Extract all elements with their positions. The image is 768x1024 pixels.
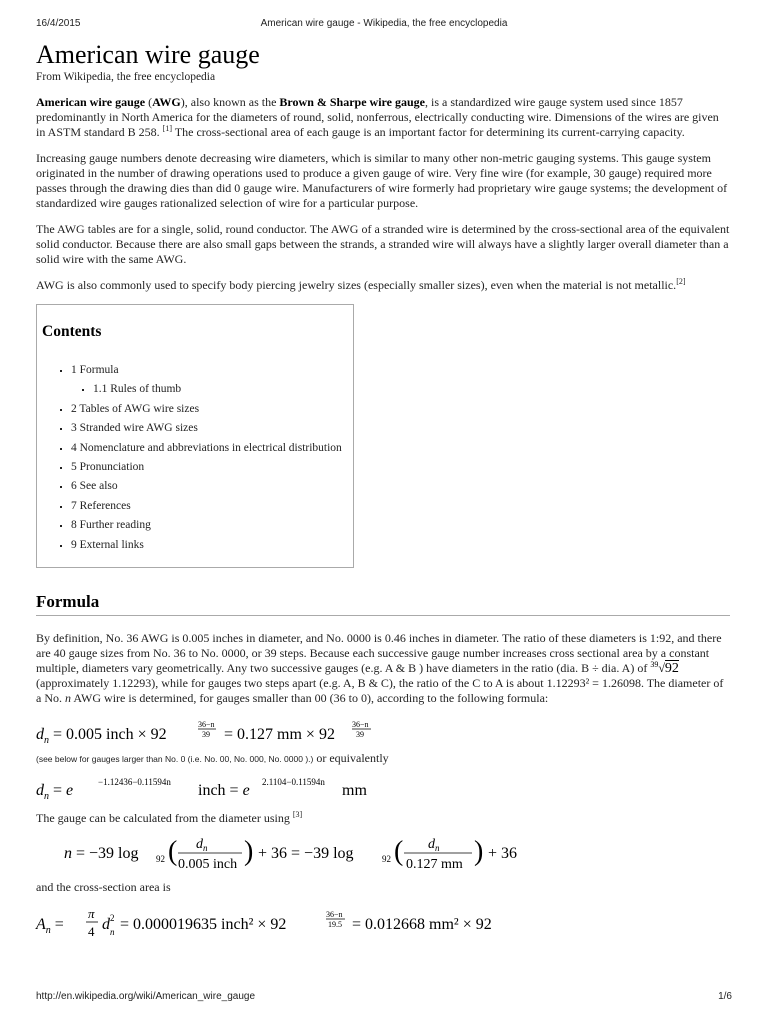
svg-text:−1.12436−0.11594n: −1.12436−0.11594n	[98, 777, 171, 787]
svg-text:d: d	[102, 916, 110, 933]
svg-text:n: n	[110, 927, 115, 937]
diameter-formula-1	[36, 717, 456, 747]
print-title: American wire gauge - Wikipedia, the free encyclopedia	[260, 18, 508, 29]
reference-link-3[interactable]: [3]	[292, 810, 303, 819]
toc-sublist	[71, 380, 342, 399]
svg-text:(: (	[394, 836, 404, 867]
svg-text:92: 92	[156, 854, 165, 864]
equation-diameter-exponential	[36, 775, 730, 801]
svg-text:2: 2	[110, 913, 115, 923]
svg-text:39: 39	[356, 730, 364, 739]
term-brown-sharpe: Brown & Sharpe wire gauge	[279, 95, 425, 109]
term-awg: AWG	[152, 95, 181, 109]
reference-link-1[interactable]: [1]	[162, 124, 172, 133]
article-content	[36, 40, 730, 953]
svg-text:92: 92	[382, 854, 391, 864]
svg-text:36−n: 36−n	[198, 720, 215, 729]
page-subtitle: From Wikipedia, the free encyclopedia	[36, 71, 216, 83]
intro-paragraph-3: The AWG tables are for a single, solid, round conductor. The AWG of a stranded wire is determined by the cross-sectional area of the equivalent solid conductor. Because there are also small gaps between the strands, a stranded wire will always have a slightly larger overall diameter than a solid wire with the same AWG.	[36, 222, 730, 266]
toc-item-formula[interactable]: ▪ 1 Formula ▪ 1.1 Rules of thumb	[71, 361, 342, 400]
svg-text:+ 36: + 36	[488, 845, 518, 862]
svg-text:dn = e: $d_n = e$	[36, 782, 74, 802]
toc-item-see-also[interactable]: ▪ 6 See also	[71, 477, 342, 496]
toc-title: Contents	[42, 323, 102, 340]
equation-gauge-from-diameter	[36, 830, 730, 874]
reference-link-2[interactable]: [2]	[676, 277, 686, 286]
svg-text:36−n: 36−n	[352, 720, 369, 729]
svg-text:): )	[244, 836, 254, 867]
print-url: http://en.wikipedia.org/wiki/American_wire_gauge	[36, 991, 256, 1002]
svg-text:39: 39	[202, 730, 210, 739]
cross-section-area-text: and the cross-section area is	[36, 880, 171, 894]
svg-text:= 0.000019635 inch² × 92: = 0.000019635 inch² × 92	[120, 916, 287, 933]
page-title: American wire gauge	[36, 40, 260, 69]
gauge-formula	[36, 830, 518, 874]
svg-text:2.1104−0.11594n: 2.1104−0.11594n	[262, 777, 325, 787]
toc-item-nomenclature[interactable]: ▪ 4 Nomenclature and abbreviations in electrical distribution	[71, 439, 342, 458]
section-heading-formula: Formula	[36, 592, 730, 616]
print-header	[36, 18, 732, 32]
intro-paragraph-4: AWG is also commonly used to specify body piercing jewelry sizes (especially smaller sizes), even when the material is not metallic.[2]	[36, 277, 686, 292]
intro-paragraph-2: Increasing gauge numbers denote decreasing wire diameters, which is similar to many other non-metric gauging systems. This gauge system originated in the number of drawing operations used to produce a given gauge of wire. Very fine wire (for example, 30 gauge) required more passes through the drawing dies than did 0 gauge wire. Manufacturers of wire formerly had proprietary wire gauge systems; the development of standardized wire gauges rationalized selection of wire for a particular purpose.	[36, 151, 728, 210]
toc-item-external-links[interactable]: ▪ 9 External links	[71, 536, 342, 555]
svg-text:0.005 inch: 0.005 inch	[178, 857, 238, 872]
intro-paragraph-1: American wire gauge (AWG), also known as the Brown & Sharpe wire gauge, is a standardized wire gauge system used since 1857 predominantly in North America for the diameters of round, solid, nonferrous, electrically conducting wire. Dimensions of the wires are given in ASTM standard B 258. [1] The cross-sectional area of each gauge is an important factor for determining its current-carrying capacity.	[36, 95, 719, 139]
toc-item-pronunciation[interactable]: ▪ 5 Pronunciation	[71, 458, 342, 477]
formula-paragraph: By definition, No. 36 AWG is 0.005 inches in diameter, and No. 0000 is 0.46 inches in diameter. The ratio of these diameters is 1:92, and there are 40 gauge sizes from No. 36 to No. 0000, or 39 steps. Because each successive gauge number increases cross sectional area by a constant multiple, diameters vary geometrically. Any two successive gauges (e.g. A & B ) have diameters in the ratio (dia. B ÷ dia. A) of $^{39}$√92 (approximately 1.12293), while for gauges two steps apart (e.g. A, B & C), the ratio of the C to A is about 1.12293² = 1.26098. The diameter of a No. n AWG wire is determined, for gauges smaller than 00 (36 to 0), according to the following formula:	[36, 631, 724, 705]
svg-text:mm: mm	[342, 782, 367, 799]
svg-text:+ 36 = −39 log: + 36 = −39 log	[258, 845, 354, 862]
svg-text:π: π	[88, 906, 95, 921]
equation-cross-section-area	[36, 903, 730, 943]
toc-item-rules-of-thumb[interactable]: ▪ 1.1 Rules of thumb	[93, 380, 342, 399]
svg-text:0.127 mm: 0.127 mm	[406, 857, 463, 872]
toc-item-further-reading[interactable]: ▪ 8 Further reading	[71, 516, 342, 535]
diameter-formula-2	[36, 775, 396, 801]
note-larger-gauges: (see below for gauges larger than No. 0 (i.e. No. 00, No. 000, No. 0000 ).) or equivalently	[36, 751, 389, 765]
table-of-contents	[36, 304, 354, 568]
toc-item-references[interactable]: ▪ 7 References	[71, 497, 342, 516]
svg-text:dn: $d_n$	[428, 837, 440, 853]
svg-text:(: (	[168, 836, 178, 867]
print-page-number: 1/6	[718, 991, 732, 1002]
svg-text:= 0.012668 mm² × 92: = 0.012668 mm² × 92	[352, 916, 492, 933]
toc-item-stranded[interactable]: ▪ 3 Stranded wire AWG sizes	[71, 419, 342, 438]
svg-text:): )	[474, 836, 484, 867]
print-footer	[36, 991, 732, 1005]
term-awg-full: American wire gauge	[36, 95, 146, 109]
svg-text:inch = e: inch = e	[198, 782, 250, 799]
svg-text:36−n: 36−n	[326, 910, 343, 919]
area-formula	[36, 903, 506, 943]
svg-text:dn = 0.005 inch × 92: $d_n = 0.005$ inch × 92	[36, 726, 167, 746]
toc-item-tables[interactable]: ▪ 2 Tables of AWG wire sizes	[71, 400, 342, 419]
gauge-from-diameter-text: The gauge can be calculated from the diameter using [3]	[36, 810, 303, 825]
toc-list	[55, 361, 342, 555]
root-92-expression: $^{39}$√92	[650, 660, 679, 676]
svg-text:n = −39 log: n = −39 log	[64, 845, 139, 862]
svg-text:dn: $d_n$	[196, 837, 208, 853]
svg-text:19.5: 19.5	[328, 920, 342, 929]
svg-text:4: 4	[88, 924, 95, 939]
print-date: 16/4/2015	[36, 18, 81, 29]
svg-text:= 0.127 mm × 92: = 0.127 mm × 92	[224, 726, 335, 743]
equation-diameter-inch-mm	[36, 717, 730, 747]
svg-text:An =: $A_n$ =	[36, 916, 64, 936]
